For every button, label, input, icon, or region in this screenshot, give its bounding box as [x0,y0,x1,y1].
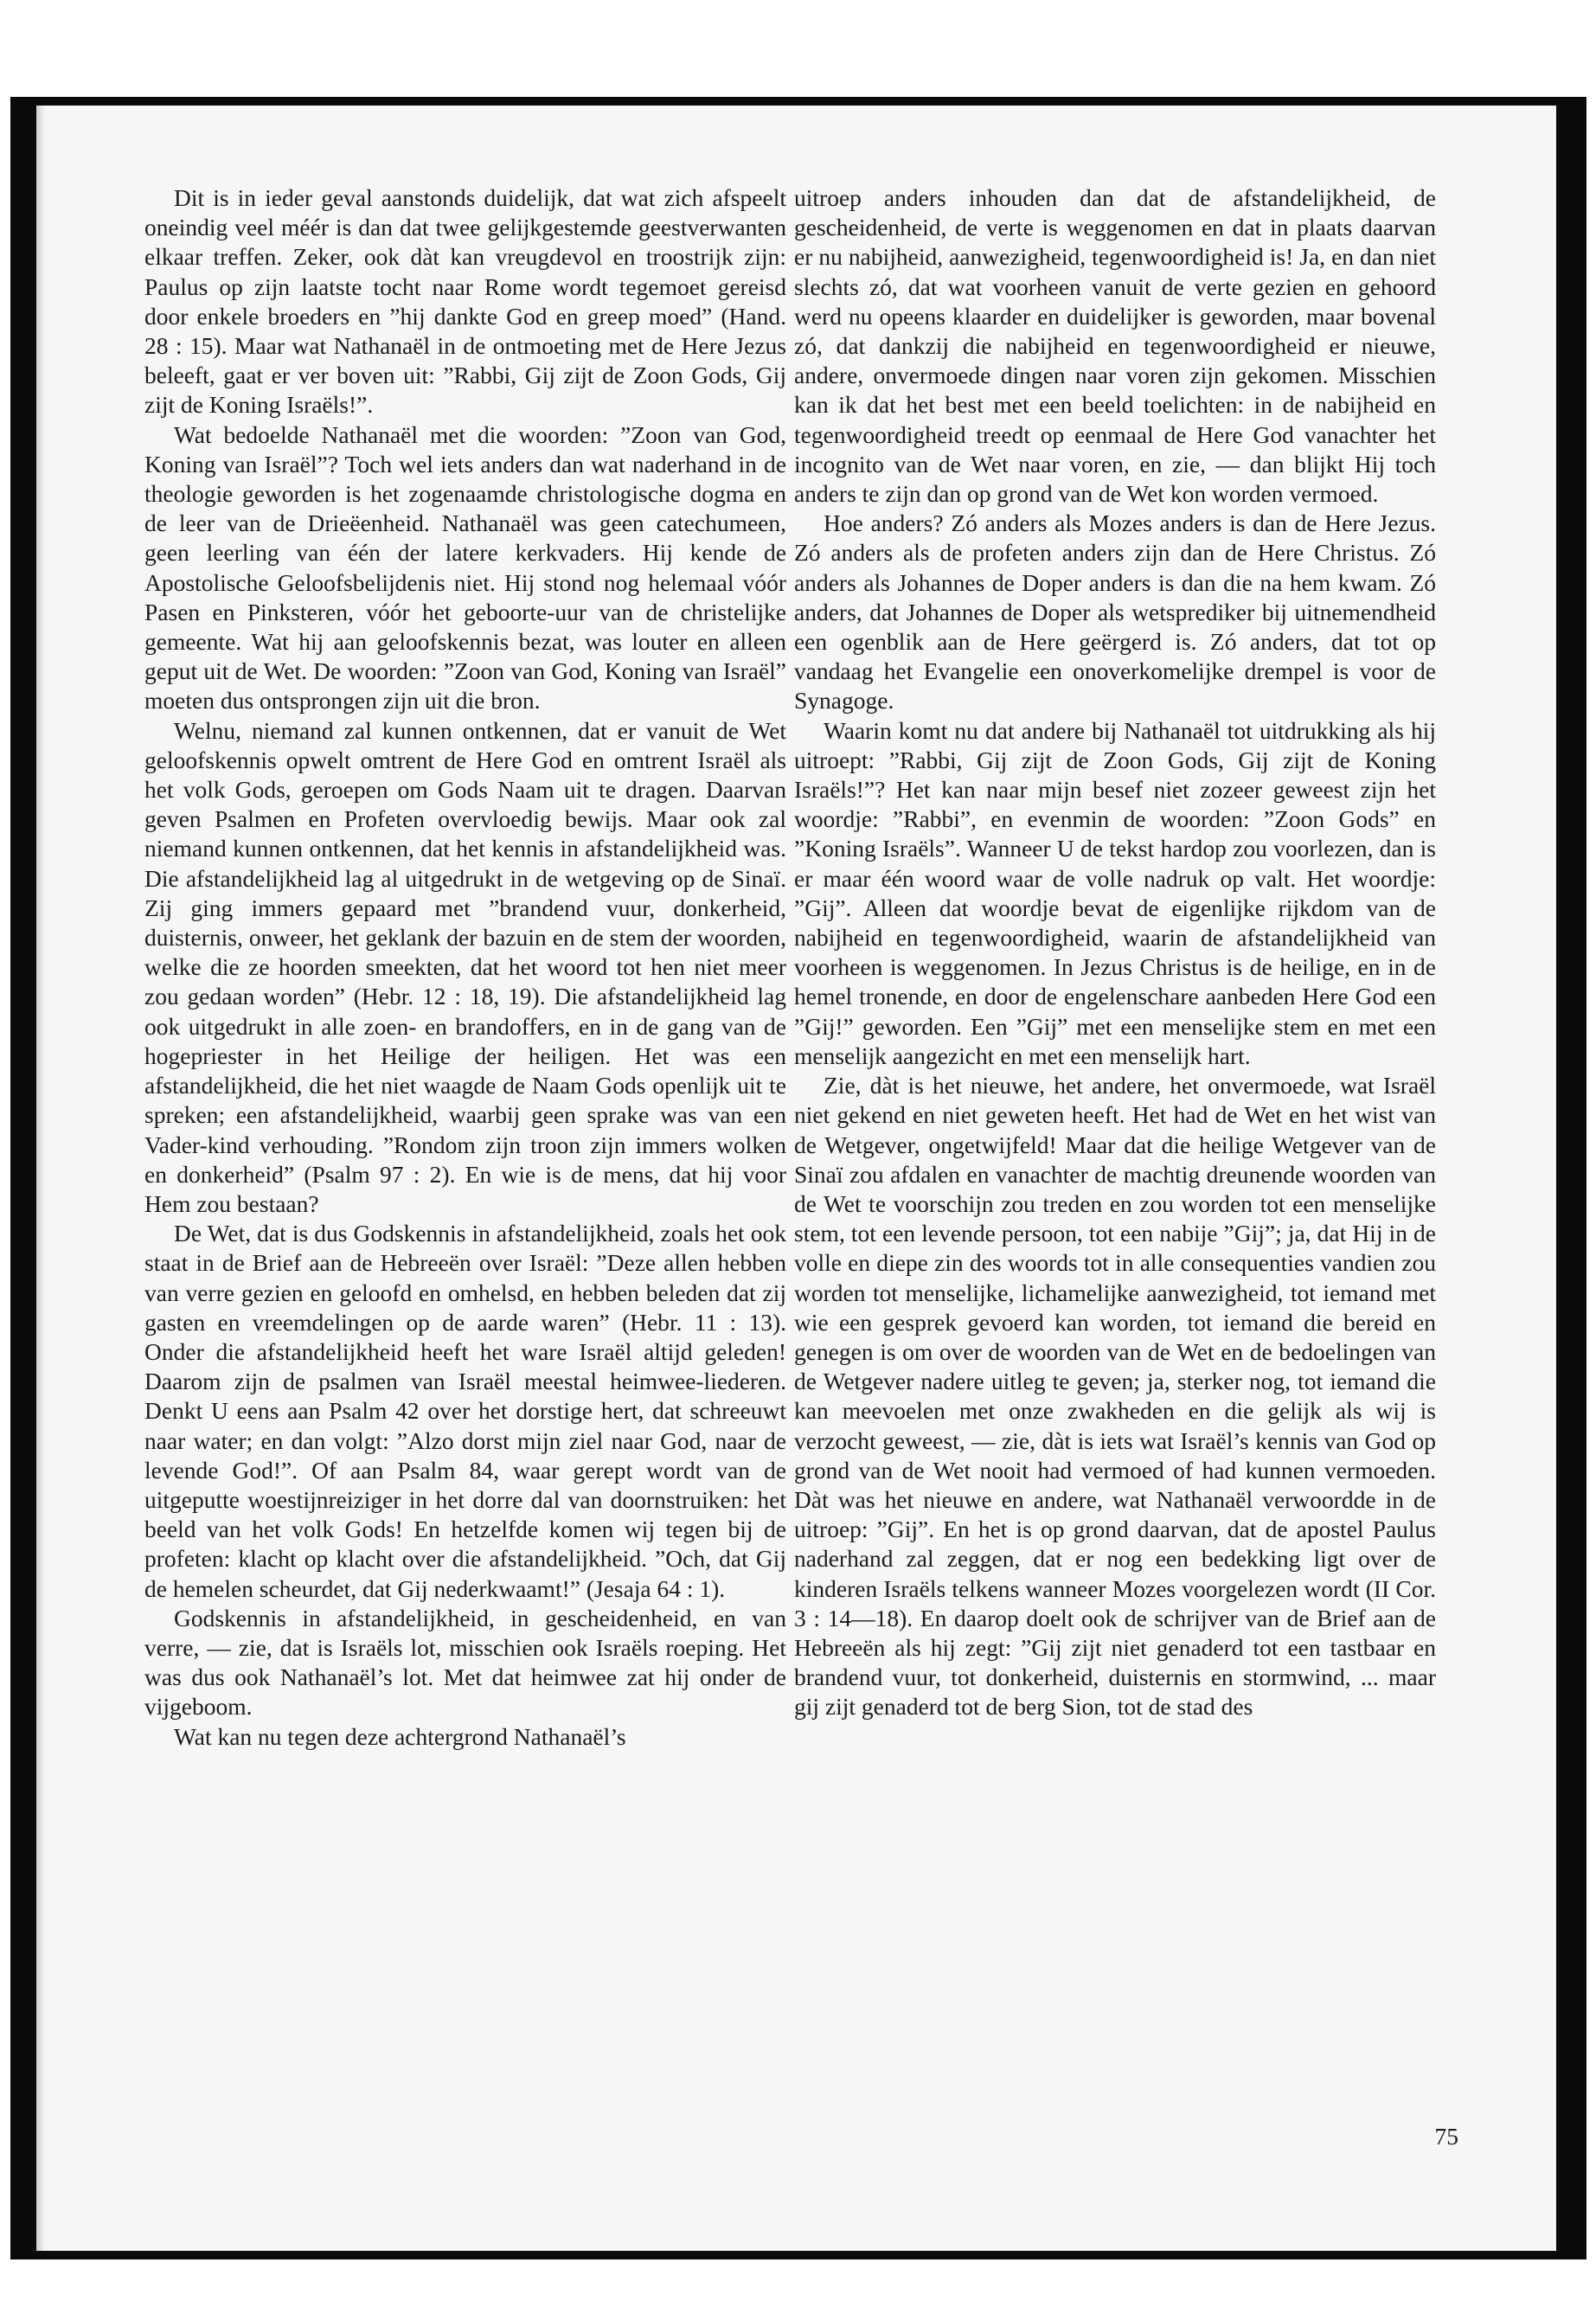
paragraph: uitroep anders inhouden dan dat de afstandelijkheid, de gescheidenheid, de verte is weggenomen en dat in plaats daarvan er nu nabijheid, aanwezigheid, tegenwoordigheid is! Ja, en dan niet slechts zó, dat wat voorheen vanuit de verte gezien en gehoord werd nu opeens klaarder en duidelijker is geworden, maar bovenal zó, dat dankzij die nabijheid en tegenwoordigheid er nieuwe, andere, onvermoede dingen naar voren zijn gekomen. Misschien kan ik dat het best met een beeld toelichten: in de nabijheid en tegenwoordigheid treedt op eenmaal de Here God vanachter het incognito van de Wet naar voren, en zie, — dan blijkt Hij toch anders te zijn dan op grond van de Wet kon worden vermoed. [794,184,1436,508]
paragraph: Waarin komt nu dat andere bij Nathanaël tot uitdrukking als hij uitroept: ”Rabbi, Gij zijt de Zoon Gods, Gij zijt de Koning Israëls!”? Het kan naar mijn besef niet zozeer geweest zijn het woordje: ”Rabbi”, en evenmin de woorden: ”Zoon Gods” en ”Koning Israëls”. Wanneer U de tekst hardop zou voorlezen, dan is er maar één woord waar de volle nadruk op valt. Het woordje: ”Gij”. Alleen dat woordje bevat de eigenlijke rijkdom van de nabijheid en tegenwoordigheid, waarin de afstandelijkheid van voorheen is weggenomen. In Jezus Christus is de heilige, en in de hemel tronende, en door de engelenschare aanbeden Here God een ”Gij!” geworden. Een ”Gij” met een menselijke stem en met een menselijk aangezicht en met een menselijk hart. [794,716,1436,1069]
paragraph: Godskennis in afstandelijkheid, in gescheidenheid, en van verre, — zie, dat is Israëls lot, misschien ook Israëls roeping. Het was dus ook Nathanaël’s lot. Met dat heimwee zat hij onder de vijgeboom. [144,1604,786,1721]
paragraph: Dit is in ieder geval aanstonds duidelijk, dat wat zich afspeelt oneindig veel méér is dan dat twee gelijkgestemde geestverwanten elkaar treffen. Zeker, ook dàt kan vreugdevol en troostrijk zijn: Paulus op zijn laatste tocht naar Rome wordt tegemoet gereisd door enkele broeders en ”hij dankte God en greep moed” (Hand. 28 : 15). Maar wat Nathanaël in de ontmoeting met de Here Jezus beleeft, gaat er ver boven uit: ”Rabbi, Gij zijt de Zoon Gods, Gij zijt de Koning Israëls!”. [144,184,786,419]
paragraph: De Wet, dat is dus Godskennis in afstandelijkheid, zoals het ook staat in de Brief aan de Hebreeën over Israël: ”Deze allen hebben van verre gezien en geloofd en omhelsd, en hebben beleden dat zij gasten en vreemdelingen op de aarde waren” (Hebr. 11 : 13). Onder die afstandelijkheid heeft het ware Israël altijd geleden! Daarom zijn de psalmen van Israël meestal heimwee-liederen. Denkt U eens aan Psalm 42 over het dorstige hert, dat schreeuwt naar water; en dan volgt: ”Alzo dorst mijn ziel naar God, naar de levende God!”. Of aan Psalm 84, waar gerept wordt van de uitgeputte woestijnreiziger in het dorre dal van doornstruiken: het beeld van het volk Gods! En hetzelfde komen wij tegen bij de profeten: klacht op klacht over die afstandelijkheid. ”Och, dat Gij de hemelen scheurdet, dat Gij nederkwaamt!” (Jesaja 64 : 1). [144,1220,786,1602]
paragraph: Zie, dàt is het nieuwe, het andere, het onvermoede, wat Israël niet gekend en niet geweten heeft. Het had de Wet en het wist van de Wetgever, ongetwijfeld! Maar dat die heilige Wetgever van de Sinaï zou afdalen en vanachter de machtig dreunende woorden van de Wet te voorschijn zou treden en zou worden tot een menselijke stem, tot een levende persoon, tot een nabije ”Gij”; ja, dat Hij in de volle en diepe zin des woords tot in alle consequenties vandien zou worden tot menselijke, lichamelijke aanwezigheid, tot iemand met wie een gesprek gevoerd kan worden, tot iemand die bereid en genegen is om over de woorden van de Wet en de bedoelingen van de Wetgever nadere uitleg te geven; ja, sterker nog, tot iemand die kan meevoelen met onze zwakheden en die gelijk als wij is verzocht geweest, — zie, dàt is iets wat Israël’s kennis van God op grond van de Wet nooit had vermoed of had kunnen vermoeden. Dàt was het nieuwe en andere, wat Nathanaël verwoordde in de uitroep: ”Gij”. En het is op grond daarvan, dat de apostel Paulus naderhand zal zeggen, dat er nog een bedekking ligt over de kinderen Israëls telkens wanneer Mozes voorgelezen wordt (II Cor. 3 : 14—18). En daarop doelt ook de schrijver van de Brief aan de Hebreeën als hij zegt: ”Gij zijt niet genaderd tot een tastbaar en brandend vuur, tot donkerheid, duisternis en stormwind, ... maar gij zijt genaderd tot de berg Sion, tot de stad des [794,1072,1436,1721]
page-number: 75 [1434,2123,1458,2150]
paragraph: Hoe anders? Zó anders als Mozes anders is dan de Here Jezus. Zó anders als de profeten anders zijn dan de Here Christus. Zó anders als Johannes de Doper anders is dan die na hem kwam. Zó anders, dat Johannes de Doper als wetsprediker bij uitnemendheid een ogenblik aan de Here geërgerd is. Zó anders, dat tot op vandaag het Evangelie een onoverkomelijke drempel is voor de Synagoge. [794,510,1436,715]
paragraph: Welnu, niemand zal kunnen ontkennen, dat er vanuit de Wet geloofskennis opwelt omtrent de Here God en omtrent Israël als het volk Gods, geroepen om Gods Naam uit te dragen. Daarvan geven Psalmen en Profeten overvloedig bewijs. Maar ook zal niemand kunnen ontkennen, dat het kennis in afstandelijkheid was. Die afstandelijkheid lag al uitgedrukt in de wetgeving op de Sinaï. Zij ging immers gepaard met ”brandend vuur, donkerheid, duisternis, onweer, het geklank der bazuin en de stem der woorden, welke die ze hoorden smeekten, dat het woord tot hen niet meer zou gedaan worden” (Hebr. 12 : 18, 19). Die afstandelijkheid lag ook uitgedrukt in alle zoen- en brandoffers, en in de gang van de hogepriester in het Heilige der heiligen. Het was een afstandelijkheid, die het niet waagde de Naam Gods openlijk uit te spreken; een afstandelijkheid, waarbij geen sprake was van een Vader-kind verhouding. ”Rondom zijn troon zijn immers wolken en donkerheid” (Psalm 97 : 2). En wie is de mens, dat hij voor Hem zou bestaan? [144,716,786,1217]
scan-margin-top [0,0,1596,97]
page-edge [36,106,45,2251]
book-page [36,106,1556,2251]
paragraph: Wat kan nu tegen deze achtergrond Nathanaël’s [174,1722,626,1750]
right-column [794,183,1436,1722]
paragraph: Wat bedoelde Nathanaël met die woorden: ”Zoon van God, Koning van Israël”? Toch wel iets anders dan wat naderhand in de theologie geworden is het zogenaamde christologische dogma en de leer van de Drieëenheid. Nathanaël was geen catechumeen, geen leerling van één der latere kerkvaders. Hij kende de Apostolische Geloofsbelijdenis niet. Hij stond nog helemaal vóór Pasen en Pinksteren, vóór het geboorte-uur van de christelijke gemeente. Wat hij aan geloofskennis bezat, was louter en alleen geput uit de Wet. De woorden: ”Zoon van God, Koning van Israël” moeten dus ontsprongen zijn uit die bron. [144,420,786,715]
left-column [144,183,786,1752]
